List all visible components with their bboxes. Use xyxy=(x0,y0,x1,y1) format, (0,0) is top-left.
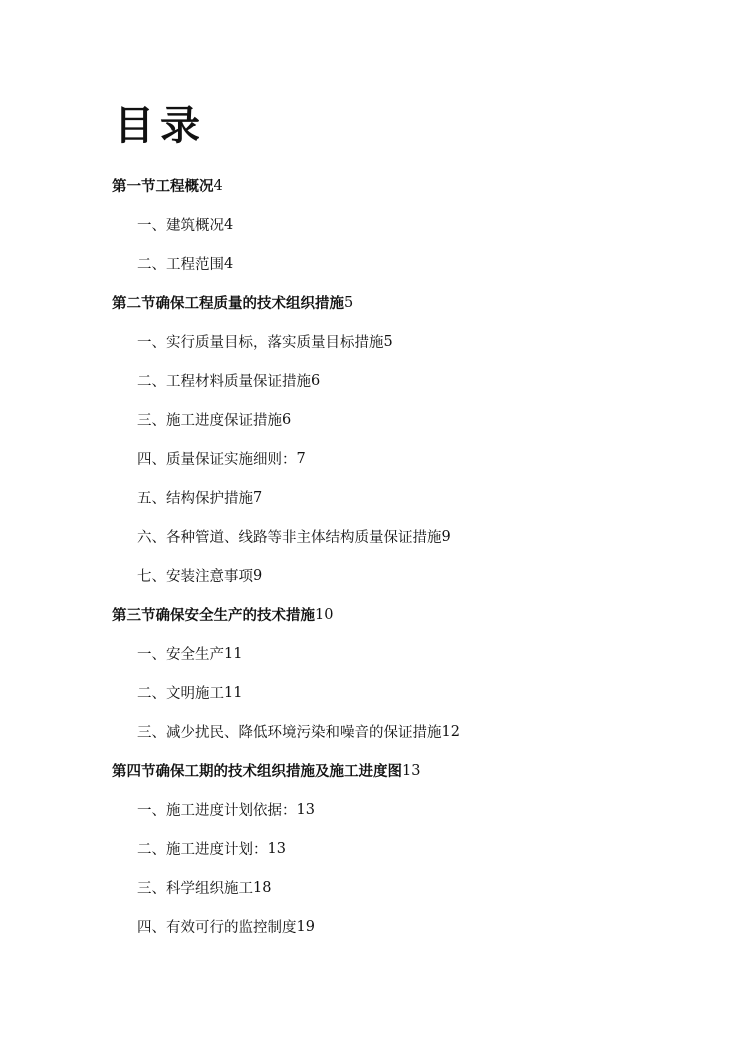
toc-entry-text: 三、科学组织施工 xyxy=(137,881,253,897)
toc-entry-page-number: 11 xyxy=(224,684,243,701)
toc-entry-page-number: 5 xyxy=(344,294,354,311)
toc-subsection-entry[interactable] xyxy=(0,244,744,283)
toc-section-entry[interactable] xyxy=(0,751,744,790)
toc-entry-text: 二、施工进度计划： xyxy=(137,842,268,858)
toc-subsection-entry[interactable] xyxy=(0,517,744,556)
toc-entry-text: 一、施工进度计划依据： xyxy=(137,803,297,819)
toc-subsection-entry[interactable] xyxy=(0,439,744,478)
toc-entry-page-number: 4 xyxy=(224,255,234,272)
toc-entry-text: 三、减少扰民、降低环境污染和噪音的保证措施 xyxy=(137,725,442,741)
toc-entry-page-number: 12 xyxy=(441,723,460,740)
toc-entry-text: 三、施工进度保证措施 xyxy=(137,413,282,429)
toc-entry-text: 第四节确保工期的技术组织措施及施工进度图 xyxy=(112,763,402,780)
toc-section-entry[interactable] xyxy=(0,283,744,322)
toc-subsection-entry[interactable] xyxy=(0,205,744,244)
toc-entry-page-number: 10 xyxy=(315,606,334,623)
toc-entry-text: 二、文明施工 xyxy=(137,686,224,702)
toc-entry-page-number: 6 xyxy=(282,411,292,428)
toc-entry-text: 第三节确保安全生产的技术措施 xyxy=(112,607,315,624)
toc-entry-text: 二、工程材料质量保证措施 xyxy=(137,374,311,390)
toc-entry-page-number: 5 xyxy=(383,333,393,350)
toc-entry-page-number: 13 xyxy=(267,840,286,857)
toc-entry-text: 一、实行质量目标，落实质量目标措施 xyxy=(137,335,384,351)
toc-entry-text: 一、建筑概况 xyxy=(137,218,224,234)
toc-entry-page-number: 11 xyxy=(224,645,243,662)
toc-subsection-entry[interactable] xyxy=(0,556,744,595)
toc-section-entry[interactable] xyxy=(0,595,744,634)
toc-entry-page-number: 4 xyxy=(224,216,234,233)
toc-list xyxy=(0,166,744,946)
toc-entry-text: 四、质量保证实施细则： xyxy=(137,452,297,468)
toc-entry-page-number: 9 xyxy=(441,528,451,545)
toc-entry-text: 二、工程范围 xyxy=(137,257,224,273)
toc-subsection-entry[interactable] xyxy=(0,829,744,868)
toc-subsection-entry[interactable] xyxy=(0,322,744,361)
toc-subsection-entry[interactable] xyxy=(0,634,744,673)
toc-entry-page-number: 9 xyxy=(253,567,263,584)
toc-entry-text: 一、安全生产 xyxy=(137,647,224,663)
toc-section-entry[interactable] xyxy=(0,166,744,205)
toc-subsection-entry[interactable] xyxy=(0,712,744,751)
toc-subsection-entry[interactable] xyxy=(0,907,744,946)
toc-entry-text: 七、安装注意事项 xyxy=(137,569,253,585)
toc-entry-text: 五、结构保护措施 xyxy=(137,491,253,507)
toc-entry-page-number: 7 xyxy=(253,489,263,506)
toc-entry-page-number: 18 xyxy=(253,879,272,896)
toc-entry-text: 第二节确保工程质量的技术组织措施 xyxy=(112,295,344,312)
toc-entry-text: 六、各种管道、线路等非主体结构质量保证措施 xyxy=(137,530,442,546)
toc-entry-page-number: 7 xyxy=(296,450,306,467)
toc-subsection-entry[interactable] xyxy=(0,790,744,829)
toc-subsection-entry[interactable] xyxy=(0,361,744,400)
toc-entry-page-number: 6 xyxy=(311,372,321,389)
toc-entry-text: 第一节工程概况 xyxy=(112,178,214,195)
toc-subsection-entry[interactable] xyxy=(0,478,744,517)
toc-entry-page-number: 19 xyxy=(296,918,315,935)
toc-entry-page-number: 4 xyxy=(213,177,223,194)
toc-entry-page-number: 13 xyxy=(402,762,421,779)
toc-subsection-entry[interactable] xyxy=(0,400,744,439)
toc-subsection-entry[interactable] xyxy=(0,868,744,907)
toc-entry-page-number: 13 xyxy=(296,801,315,818)
toc-subsection-entry[interactable] xyxy=(0,673,744,712)
toc-entry-text: 四、有效可行的监控制度 xyxy=(137,920,297,936)
toc-title: 目录 xyxy=(114,102,206,149)
